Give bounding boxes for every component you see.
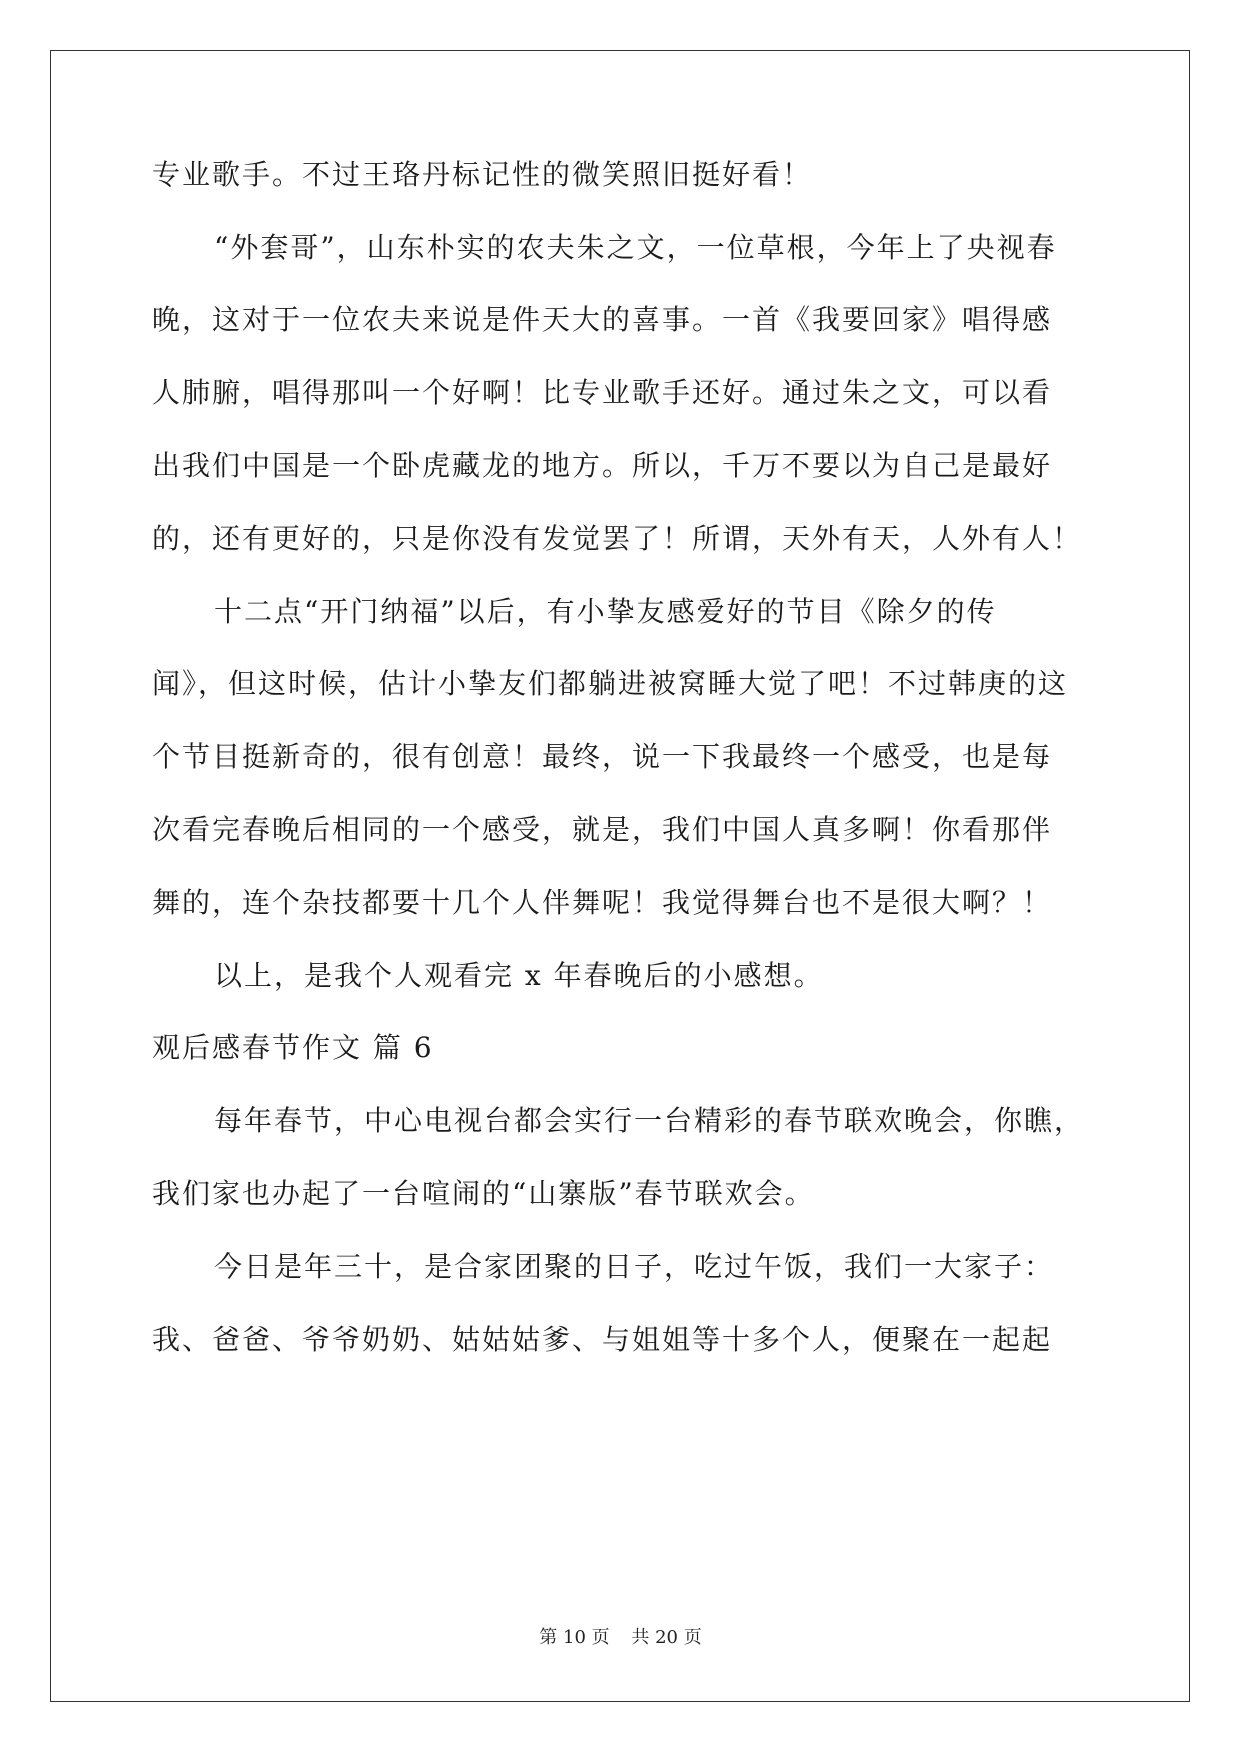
text-line: 专业歌手。不过王珞丹标记性的微笑照旧挺好看！: [152, 158, 813, 191]
section-heading: 观后感春节作文 篇 6: [152, 1031, 434, 1064]
text-line: “外套哥”，山东朴实的农夫朱之文，一位草根，今年上了央视春: [214, 231, 1057, 264]
text-line: 今日是年三十，是合家团聚的日子，吃过午饭，我们一大家子：: [214, 1250, 1055, 1283]
text-line: 晚，这对于一位农夫来说是件天大的喜事。一首《我要回家》唱得感: [152, 303, 1053, 336]
text-line: 次看完春晚后相同的一个感受，就是，我们中国人真多啊！你看那伴: [152, 813, 1053, 846]
text-line: 十二点“开门纳福”以后，有小挚友感爱好的节目《除夕的传: [214, 595, 997, 628]
page-footer: [0, 1626, 1241, 1650]
text-line: 我、爸爸、爷爷奶奶、姑姑姑爹、与姐姐等十多个人，便聚在一起起: [152, 1323, 1053, 1356]
text-line: 以上，是我个人观看完 x 年春晚后的小感想。: [214, 959, 824, 992]
page-total: 共 20 页: [631, 1627, 702, 1648]
text-line: 舞的，连个杂技都要十几个人伴舞呢！我觉得舞台也不是很大啊？！: [152, 886, 1053, 919]
page-number: 第 10 页: [539, 1627, 610, 1648]
text-line: 我们家也办起了一台喧闹的“山寨版”春节联欢会。: [152, 1177, 815, 1210]
text-line: 出我们中国是一个卧虎藏龙的地方。所以，千万不要以为自己是最好: [152, 449, 1053, 482]
text-line: 每年春节，中心电视台都会实行一台精彩的春节联欢晚会，你瞧，: [214, 1104, 1085, 1137]
page-border: [50, 50, 1190, 1702]
text-line: 闻》，但这时候，估计小挚友们都躺进被窝睡大觉了吧！不过韩庚的这: [152, 667, 1069, 700]
text-line: 人肺腑，唱得那叫一个好啊！比专业歌手还好。通过朱之文，可以看: [152, 376, 1053, 409]
text-line: 个节目挺新奇的，很有创意！最终，说一下我最终一个感受，也是每: [152, 740, 1053, 773]
text-line: 的，还有更好的，只是你没有发觉罢了！所谓，天外有天，人外有人！: [152, 522, 1083, 555]
